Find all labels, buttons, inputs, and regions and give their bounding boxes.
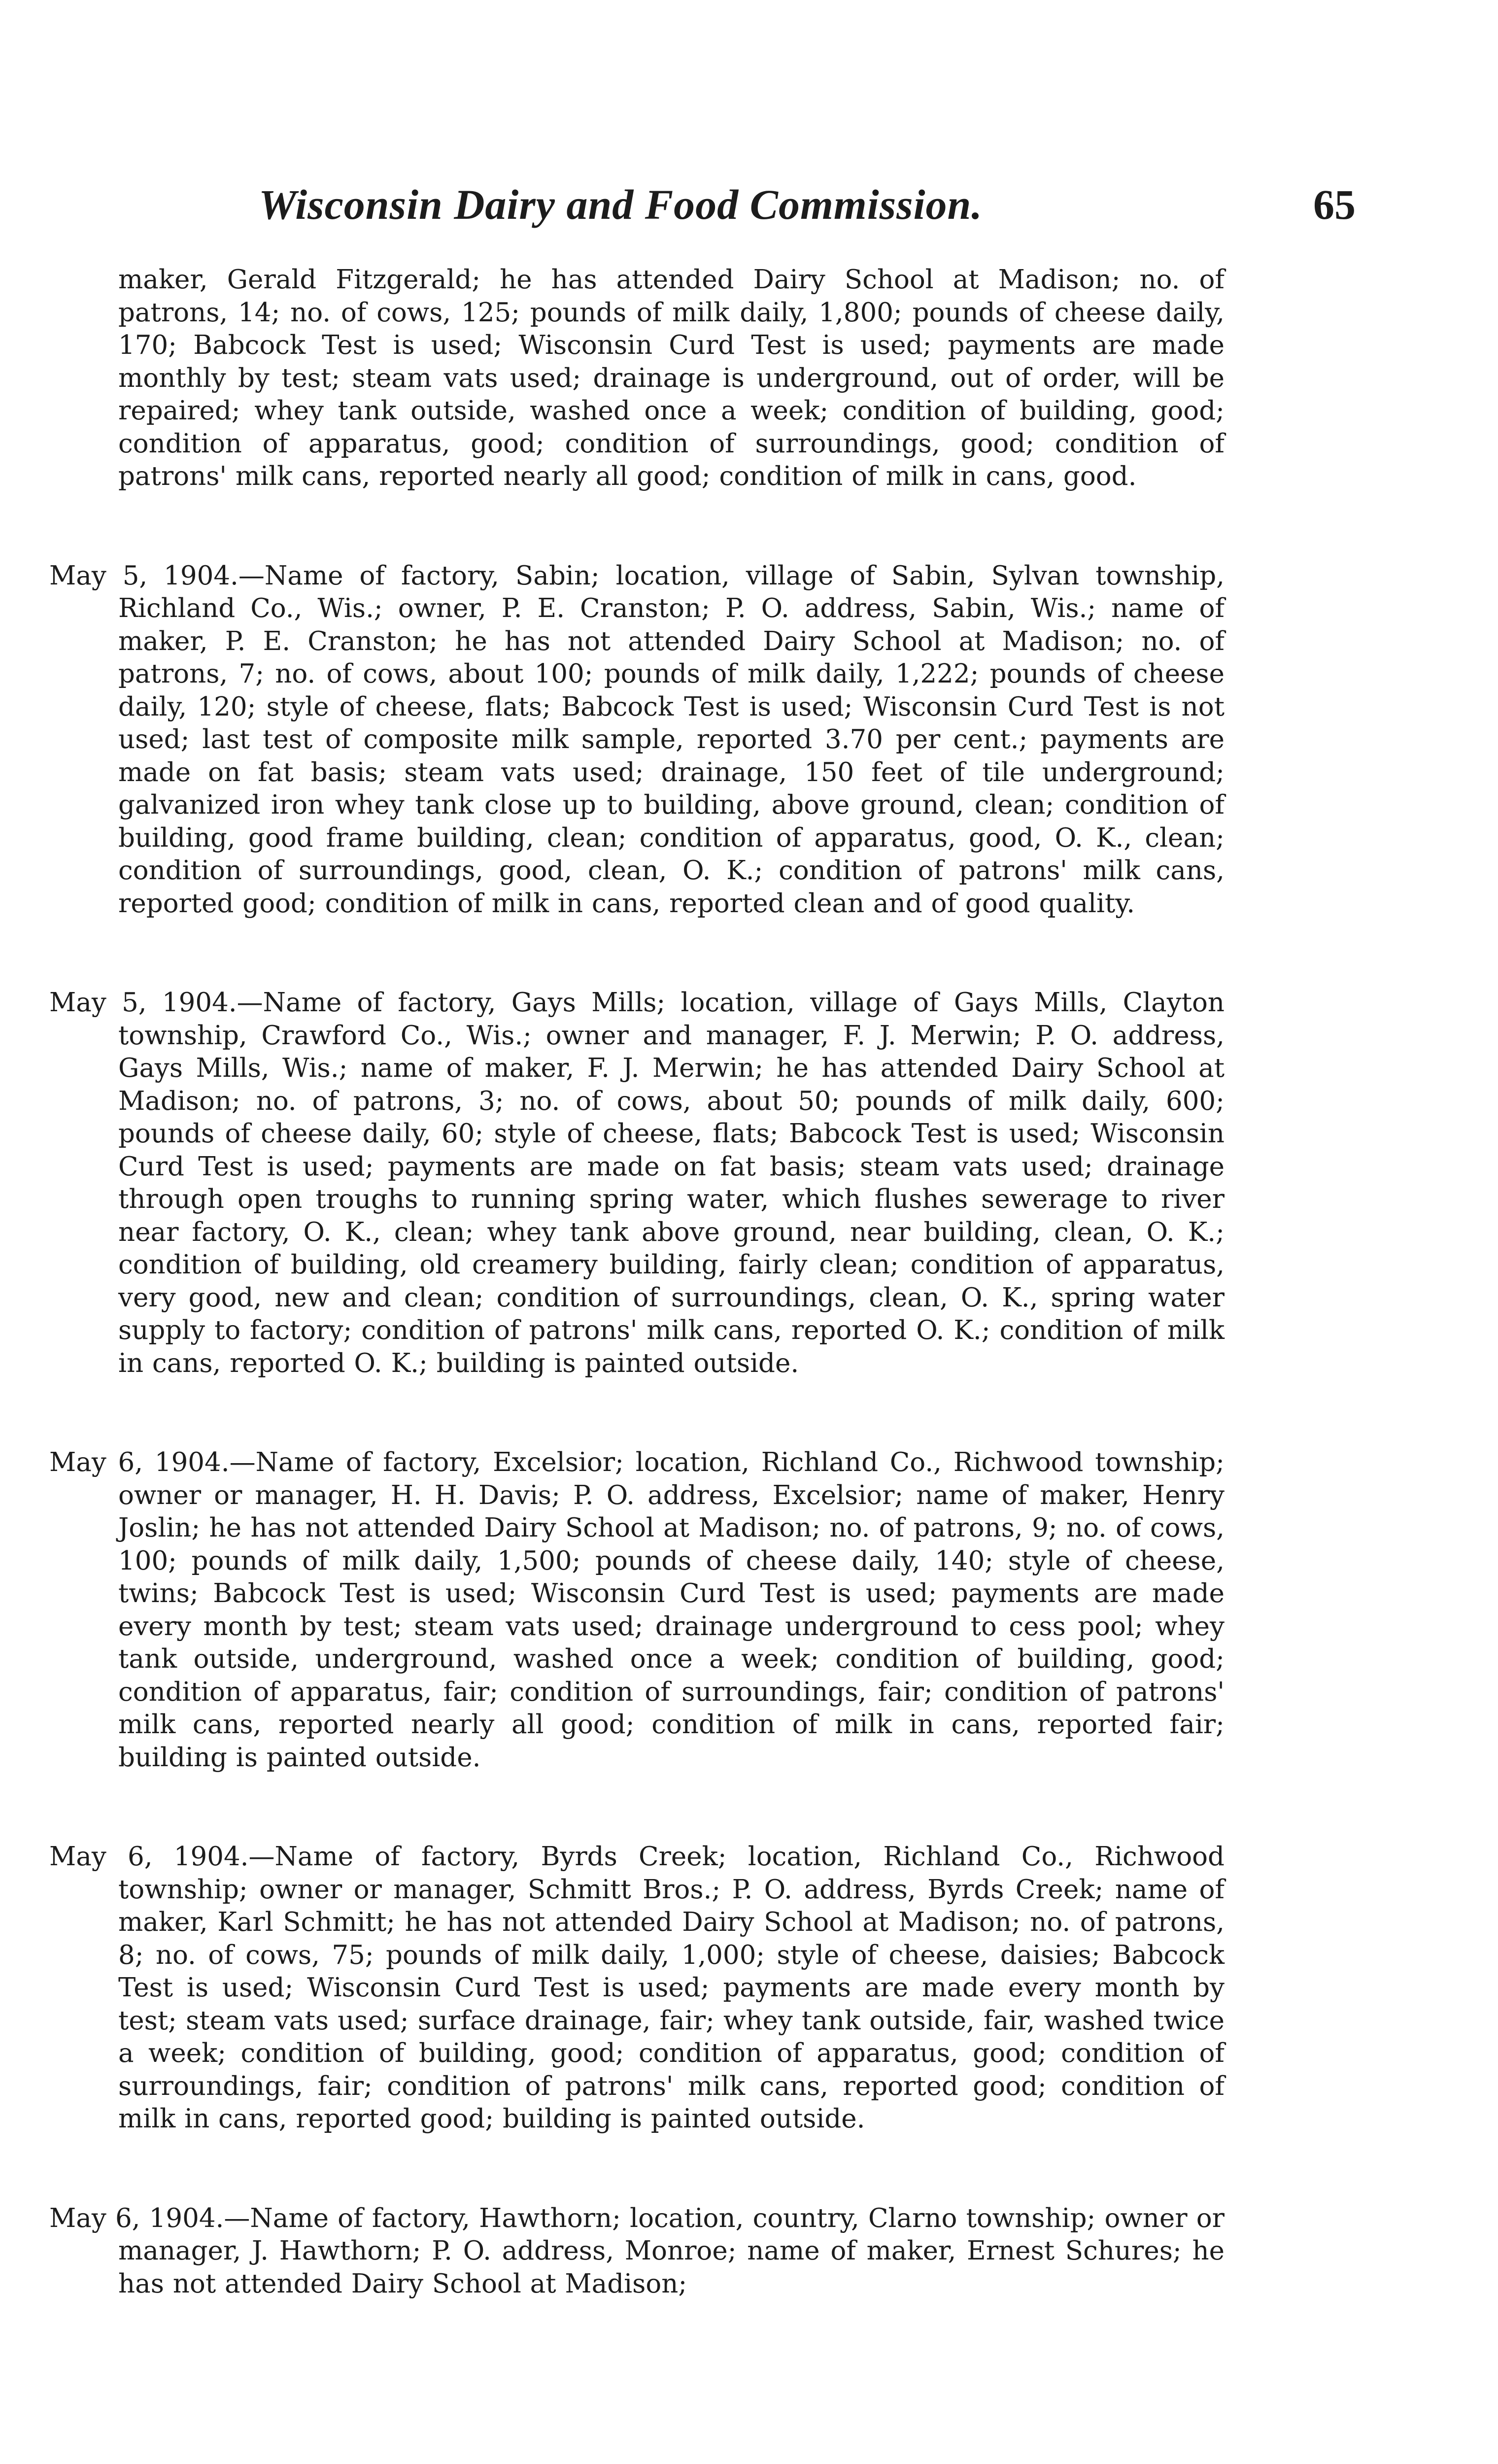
page-number: 65 (1313, 181, 1356, 228)
factory-entry-byrds-creek (49, 1841, 1225, 2136)
running-title: Wisconsin Dairy and Food Commission. (259, 181, 983, 228)
body-text (49, 264, 1225, 2300)
entry-text: —Name of factory, Hawthorn; location, country, Clarno township; owner or manager, J. Hawthorn; P. O. address, Monroe; name of maker, Ernest Schures; he has not attended Dairy School at Madison; (118, 2203, 1225, 2299)
entry-date: May 5, 1904. (49, 988, 237, 1018)
entry-date: May 6, 1904. (49, 2203, 224, 2233)
factory-entry-gays-mills (49, 987, 1225, 1380)
entry-text: —Name of factory, Gays Mills; location, village of Gays Mills, Clayton township, Crawford Co., Wis.; owner and manager, F. J. Merwin; P. O. address, Gays Mills, Wis.; name of maker, F. J. Merwin; he has attended Dairy School at Madison; no. of patrons, 3; no. of cows, about 50; pounds of milk daily, 600; pounds of cheese daily, 60; style of cheese, flats; Babcock Test is used; Wisconsin Curd Test is used; payments are made on fat basis; steam vats used; drainage through open troughs to running spring water, which flushes sewerage to river near factory, O. K., clean; whey tank above ground, near building, clean, O. K.; condition of building, old creamery building, fairly clean; condition of apparatus, very good, new and clean; condition of surroundings, clean, O. K., spring water supply to factory; condition of patrons' milk cans, reported O. K.; condition of milk in cans, reported O. K.; building is painted outside. (118, 988, 1225, 1378)
entry-date: May 5, 1904. (49, 560, 238, 591)
entry-continuation (49, 264, 1225, 493)
factory-entry-sabin (49, 560, 1225, 921)
factory-entry-hawthorn (49, 2202, 1225, 2301)
entry-text: —Name of factory, Sabin; location, village of Sabin, Sylvan township, Richland Co., Wis.; owner, P. E. Cranston; P. O. address, Sabin, Wis.; name of maker, P. E. Cranston; he has not attended Dairy School at Madison; no. of patrons, 7; no. of cows, about 100; pounds of milk daily, 1,222; pounds of cheese daily, 120; style of cheese, flats; Babcock Test is used; Wisconsin Curd Test is not used; last test of composite milk sample, reported 3.70 per cent.; payments are made on fat basis; steam vats used; drainage, 150 feet of tile underground; galvanized iron whey tank close up to building, above ground, clean; condition of building, good frame building, clean; condition of apparatus, good, O. K., clean; condition of surroundings, good, clean, O. K.; condition of patrons' milk cans, reported good; condition of milk in cans, reported clean and of good quality. (118, 560, 1225, 919)
entry-text: —Name of factory, Byrds Creek; location, Richland Co., Richwood township; owner or manager, Schmitt Bros.; P. O. address, Byrds Creek; name of maker, Karl Schmitt; he has not attended Dairy School at Madison; no. of patrons, 8; no. of cows, 75; pounds of milk daily, 1,000; style of cheese, daisies; Babcock Test is used; Wisconsin Curd Test is used; payments are made every month by test; steam vats used; surface drainage, fair; whey tank outside, fair, washed twice a week; condition of building, good; condition of apparatus, good; condition of surroundings, fair; condition of patrons' milk cans, reported good; condition of milk in cans, reported good; building is painted outside. (118, 1842, 1225, 2134)
entry-text: —Name of factory, Excelsior; location, Richland Co., Richwood township; owner or manager, H. H. Davis; P. O. address, Excelsior; name of maker, Henry Joslin; he has not attended Dairy School at Madison; no. of patrons, 9; no. of cows, 100; pounds of milk daily, 1,500; pounds of cheese daily, 140; style of cheese, twins; Babcock Test is used; Wisconsin Curd Test is used; payments are made every month by test; steam vats used; drainage underground to cess pool; whey tank outside, underground, washed once a week; condition of building, good; condition of apparatus, fair; condition of surroundings, fair; condition of patrons' milk cans, reported nearly all good; condition of milk in cans, reported fair; building is painted outside. (118, 1447, 1225, 1773)
entry-date: May 6, 1904. (49, 1447, 230, 1477)
entry-text: maker, Gerald Fitzgerald; he has attended Dairy School at Madison; no. of patrons, 14; no. of cows, 125; pounds of milk daily, 1,800; pounds of cheese daily, 170; Babcock Test is used; Wisconsin Curd Test is used; payments are made monthly by test; steam vats used; drainage is underground, out of order, will be repaired; whey tank outside, washed once a week; condition of building, good; condition of apparatus, good; condition of surroundings, good; condition of patrons' milk cans, reported nearly all good; condition of milk in cans, good. (118, 265, 1225, 491)
entry-date: May 6, 1904. (49, 1842, 249, 1872)
factory-entry-excelsior (49, 1446, 1225, 1774)
page-header (0, 180, 1498, 234)
